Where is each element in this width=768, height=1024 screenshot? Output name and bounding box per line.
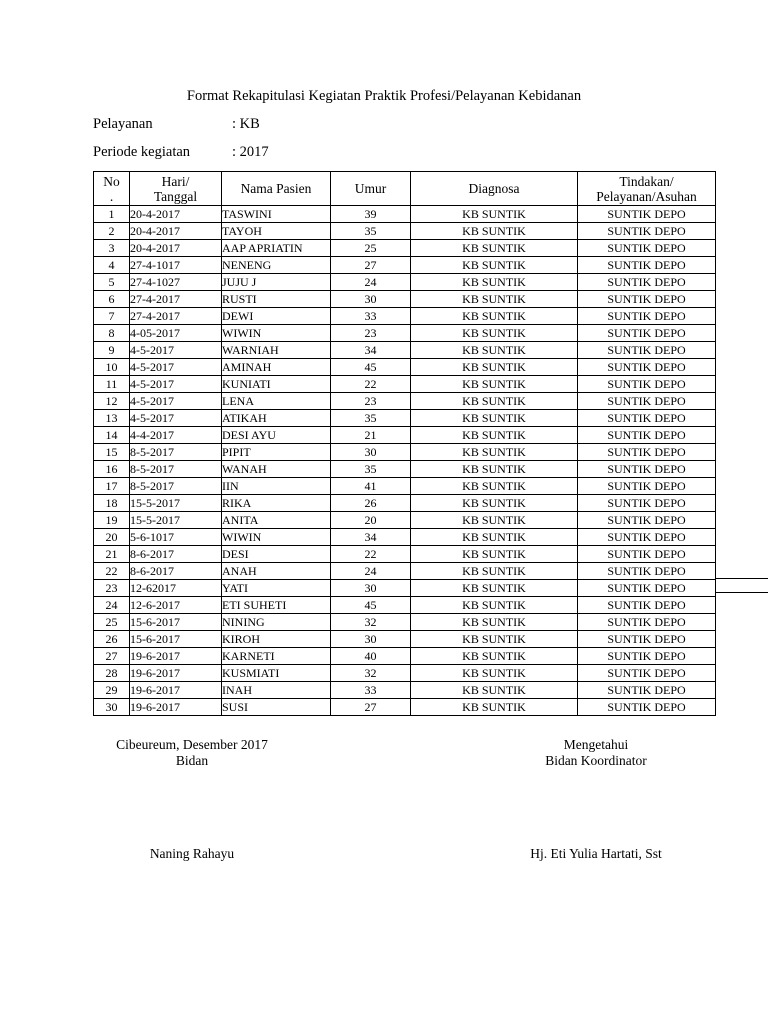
cell-tindakan: SUNTIK DEPO — [578, 665, 716, 682]
header-diagnosa: Diagnosa — [411, 172, 578, 206]
table-row — [94, 274, 716, 291]
cell-tindakan: SUNTIK DEPO — [578, 274, 716, 291]
cell-no: 23 — [94, 580, 130, 597]
cell-no: 9 — [94, 342, 130, 359]
cell-hari-tanggal: 4-5-2017 — [130, 393, 222, 410]
cell-no: 19 — [94, 512, 130, 529]
header-nama-pasien: Nama Pasien — [222, 172, 331, 206]
cell-umur: 22 — [331, 376, 411, 393]
signature-left-place-date: Cibeureum, Desember 2017 — [116, 737, 268, 752]
cell-nama-pasien: SUSI — [222, 699, 331, 716]
cell-nama-pasien: DESI — [222, 546, 331, 563]
table-row — [94, 257, 716, 274]
cell-tindakan: SUNTIK DEPO — [578, 376, 716, 393]
header-no: No . — [94, 172, 130, 206]
cell-nama-pasien: DEWI — [222, 308, 331, 325]
cell-hari-tanggal: 15-6-2017 — [130, 631, 222, 648]
cell-hari-tanggal: 4-05-2017 — [130, 325, 222, 342]
cell-tindakan: SUNTIK DEPO — [578, 614, 716, 631]
header-umur: Umur — [331, 172, 411, 206]
cell-no: 16 — [94, 461, 130, 478]
cell-nama-pasien: WIWIN — [222, 529, 331, 546]
cell-diagnosa: KB SUNTIK — [411, 512, 578, 529]
cell-nama-pasien: ATIKAH — [222, 410, 331, 427]
cell-hari-tanggal: 27-4-1027 — [130, 274, 222, 291]
cell-umur: 30 — [331, 444, 411, 461]
table-row — [94, 461, 716, 478]
cell-nama-pasien: KIROH — [222, 631, 331, 648]
cell-umur: 20 — [331, 512, 411, 529]
cell-tindakan: SUNTIK DEPO — [578, 461, 716, 478]
table-row — [94, 597, 716, 614]
cell-nama-pasien: NINING — [222, 614, 331, 631]
signature-right-role: Bidan Koordinator — [545, 753, 647, 768]
table-header-row — [94, 172, 716, 206]
cell-umur: 40 — [331, 648, 411, 665]
cell-umur: 35 — [331, 461, 411, 478]
cell-hari-tanggal: 27-4-1017 — [130, 257, 222, 274]
cell-umur: 32 — [331, 665, 411, 682]
cell-diagnosa: KB SUNTIK — [411, 495, 578, 512]
cell-no: 14 — [94, 427, 130, 444]
cell-tindakan: SUNTIK DEPO — [578, 478, 716, 495]
cell-hari-tanggal: 12-62017 — [130, 580, 222, 597]
table-row — [94, 512, 716, 529]
cell-umur: 39 — [331, 206, 411, 223]
cell-hari-tanggal: 8-5-2017 — [130, 478, 222, 495]
cell-hari-tanggal: 19-6-2017 — [130, 682, 222, 699]
table-row — [94, 546, 716, 563]
cell-diagnosa: KB SUNTIK — [411, 325, 578, 342]
table-row — [94, 342, 716, 359]
cell-tindakan: SUNTIK DEPO — [578, 648, 716, 665]
cell-umur: 35 — [331, 410, 411, 427]
header-tindakan: Tindakan/ Pelayanan/Asuhan — [578, 172, 716, 206]
cell-umur: 23 — [331, 393, 411, 410]
signature-left-role: Bidan — [175, 753, 209, 768]
cell-nama-pasien: IIN — [222, 478, 331, 495]
cell-tindakan: SUNTIK DEPO — [578, 444, 716, 461]
cell-nama-pasien: PIPIT — [222, 444, 331, 461]
cell-umur: 25 — [331, 240, 411, 257]
cell-no: 20 — [94, 529, 130, 546]
cell-diagnosa: KB SUNTIK — [411, 631, 578, 648]
cell-hari-tanggal: 20-4-2017 — [130, 206, 222, 223]
cell-nama-pasien: AAP APRIATIN — [222, 240, 331, 257]
cell-nama-pasien: NENENG — [222, 257, 331, 274]
cell-hari-tanggal: 15-6-2017 — [130, 614, 222, 631]
table-row — [94, 478, 716, 495]
cell-diagnosa: KB SUNTIK — [411, 376, 578, 393]
table-row — [94, 682, 716, 699]
table-row — [94, 291, 716, 308]
cell-nama-pasien: JUJU J — [222, 274, 331, 291]
cell-umur: 30 — [331, 291, 411, 308]
table-row — [94, 665, 716, 682]
cell-hari-tanggal: 8-5-2017 — [130, 444, 222, 461]
recap-table — [93, 171, 716, 716]
cell-hari-tanggal: 12-6-2017 — [130, 597, 222, 614]
cell-tindakan: SUNTIK DEPO — [578, 699, 716, 716]
cell-tindakan: SUNTIK DEPO — [578, 308, 716, 325]
cell-hari-tanggal: 27-4-2017 — [130, 291, 222, 308]
cell-no: 17 — [94, 478, 130, 495]
cell-tindakan: SUNTIK DEPO — [578, 631, 716, 648]
cell-nama-pasien: AMINAH — [222, 359, 331, 376]
cell-umur: 26 — [331, 495, 411, 512]
cell-diagnosa: KB SUNTIK — [411, 359, 578, 376]
cell-nama-pasien: ANITA — [222, 512, 331, 529]
cell-no: 25 — [94, 614, 130, 631]
cell-umur: 27 — [331, 699, 411, 716]
signature-right-name: Hj. Eti Yulia Hartati, Sst — [530, 846, 662, 861]
cell-diagnosa: KB SUNTIK — [411, 682, 578, 699]
cell-umur: 30 — [331, 580, 411, 597]
cell-nama-pasien: LENA — [222, 393, 331, 410]
cell-diagnosa: KB SUNTIK — [411, 308, 578, 325]
cell-hari-tanggal: 20-4-2017 — [130, 223, 222, 240]
cell-no: 3 — [94, 240, 130, 257]
cell-nama-pasien: DESI AYU — [222, 427, 331, 444]
cell-umur: 22 — [331, 546, 411, 563]
cell-diagnosa: KB SUNTIK — [411, 580, 578, 597]
cell-nama-pasien: RIKA — [222, 495, 331, 512]
cell-nama-pasien: WANAH — [222, 461, 331, 478]
cell-diagnosa: KB SUNTIK — [411, 393, 578, 410]
cell-tindakan: SUNTIK DEPO — [578, 597, 716, 614]
table-row — [94, 240, 716, 257]
table-stray-border — [715, 578, 768, 593]
cell-no: 21 — [94, 546, 130, 563]
cell-diagnosa: KB SUNTIK — [411, 546, 578, 563]
cell-nama-pasien: ANAH — [222, 563, 331, 580]
cell-no: 13 — [94, 410, 130, 427]
cell-diagnosa: KB SUNTIK — [411, 223, 578, 240]
cell-hari-tanggal: 4-5-2017 — [130, 376, 222, 393]
cell-umur: 33 — [331, 682, 411, 699]
cell-no: 1 — [94, 206, 130, 223]
table-row — [94, 563, 716, 580]
table-row — [94, 376, 716, 393]
cell-hari-tanggal: 8-6-2017 — [130, 563, 222, 580]
cell-umur: 35 — [331, 223, 411, 240]
cell-umur: 32 — [331, 614, 411, 631]
cell-tindakan: SUNTIK DEPO — [578, 359, 716, 376]
periode-label: Periode kegiatan — [93, 144, 191, 160]
cell-hari-tanggal: 4-4-2017 — [130, 427, 222, 444]
cell-tindakan: SUNTIK DEPO — [578, 410, 716, 427]
cell-umur: 34 — [331, 529, 411, 546]
cell-no: 10 — [94, 359, 130, 376]
pelayanan-label: Pelayanan — [93, 116, 153, 132]
cell-nama-pasien: WIWIN — [222, 325, 331, 342]
cell-diagnosa: KB SUNTIK — [411, 563, 578, 580]
cell-tindakan: SUNTIK DEPO — [578, 427, 716, 444]
cell-no: 28 — [94, 665, 130, 682]
cell-diagnosa: KB SUNTIK — [411, 427, 578, 444]
cell-no: 15 — [94, 444, 130, 461]
cell-hari-tanggal: 27-4-2017 — [130, 308, 222, 325]
cell-no: 5 — [94, 274, 130, 291]
cell-no: 30 — [94, 699, 130, 716]
table-row — [94, 580, 716, 597]
cell-no: 11 — [94, 376, 130, 393]
cell-diagnosa: KB SUNTIK — [411, 665, 578, 682]
cell-diagnosa: KB SUNTIK — [411, 342, 578, 359]
cell-hari-tanggal: 4-5-2017 — [130, 342, 222, 359]
cell-nama-pasien: KARNETI — [222, 648, 331, 665]
cell-tindakan: SUNTIK DEPO — [578, 223, 716, 240]
cell-tindakan: SUNTIK DEPO — [578, 342, 716, 359]
cell-hari-tanggal: 5-6-1017 — [130, 529, 222, 546]
cell-tindakan: SUNTIK DEPO — [578, 495, 716, 512]
table-row — [94, 206, 716, 223]
cell-nama-pasien: INAH — [222, 682, 331, 699]
cell-hari-tanggal: 8-6-2017 — [130, 546, 222, 563]
cell-umur: 30 — [331, 631, 411, 648]
cell-nama-pasien: KUNIATI — [222, 376, 331, 393]
cell-hari-tanggal: 15-5-2017 — [130, 495, 222, 512]
cell-tindakan: SUNTIK DEPO — [578, 529, 716, 546]
cell-nama-pasien: KUSMIATI — [222, 665, 331, 682]
pelayanan-value: : KB — [232, 116, 260, 132]
cell-tindakan: SUNTIK DEPO — [578, 682, 716, 699]
cell-diagnosa: KB SUNTIK — [411, 597, 578, 614]
cell-diagnosa: KB SUNTIK — [411, 444, 578, 461]
cell-no: 12 — [94, 393, 130, 410]
table-row — [94, 410, 716, 427]
cell-diagnosa: KB SUNTIK — [411, 614, 578, 631]
table-row — [94, 308, 716, 325]
cell-no: 26 — [94, 631, 130, 648]
signature-right-heading: Mengetahui — [563, 737, 629, 752]
cell-no: 2 — [94, 223, 130, 240]
cell-tindakan: SUNTIK DEPO — [578, 546, 716, 563]
cell-no: 29 — [94, 682, 130, 699]
cell-tindakan: SUNTIK DEPO — [578, 580, 716, 597]
cell-nama-pasien: YATI — [222, 580, 331, 597]
cell-diagnosa: KB SUNTIK — [411, 206, 578, 223]
document-title: Format Rekapitulasi Kegiatan Praktik Profesi/Pelayanan Kebidanan — [186, 88, 582, 104]
table-row — [94, 223, 716, 240]
cell-diagnosa: KB SUNTIK — [411, 699, 578, 716]
cell-umur: 34 — [331, 342, 411, 359]
cell-umur: 45 — [331, 597, 411, 614]
table-body — [94, 206, 716, 716]
cell-nama-pasien: ETI SUHETI — [222, 597, 331, 614]
table-row — [94, 444, 716, 461]
cell-tindakan: SUNTIK DEPO — [578, 393, 716, 410]
cell-hari-tanggal: 15-5-2017 — [130, 512, 222, 529]
cell-no: 6 — [94, 291, 130, 308]
signature-left-name: Naning Rahayu — [149, 846, 235, 861]
cell-no: 22 — [94, 563, 130, 580]
cell-diagnosa: KB SUNTIK — [411, 648, 578, 665]
cell-hari-tanggal: 19-6-2017 — [130, 648, 222, 665]
cell-hari-tanggal: 8-5-2017 — [130, 461, 222, 478]
cell-tindakan: SUNTIK DEPO — [578, 206, 716, 223]
cell-tindakan: SUNTIK DEPO — [578, 240, 716, 257]
cell-no: 24 — [94, 597, 130, 614]
cell-umur: 27 — [331, 257, 411, 274]
cell-tindakan: SUNTIK DEPO — [578, 291, 716, 308]
cell-hari-tanggal: 19-6-2017 — [130, 699, 222, 716]
cell-hari-tanggal: 19-6-2017 — [130, 665, 222, 682]
cell-diagnosa: KB SUNTIK — [411, 274, 578, 291]
cell-umur: 33 — [331, 308, 411, 325]
cell-tindakan: SUNTIK DEPO — [578, 563, 716, 580]
cell-nama-pasien: RUSTI — [222, 291, 331, 308]
table-row — [94, 648, 716, 665]
cell-no: 8 — [94, 325, 130, 342]
cell-tindakan: SUNTIK DEPO — [578, 257, 716, 274]
table-row — [94, 529, 716, 546]
cell-diagnosa: KB SUNTIK — [411, 478, 578, 495]
cell-no: 7 — [94, 308, 130, 325]
cell-no: 4 — [94, 257, 130, 274]
cell-hari-tanggal: 4-5-2017 — [130, 359, 222, 376]
cell-diagnosa: KB SUNTIK — [411, 410, 578, 427]
cell-hari-tanggal: 4-5-2017 — [130, 410, 222, 427]
cell-tindakan: SUNTIK DEPO — [578, 325, 716, 342]
periode-value: : 2017 — [232, 144, 269, 160]
table-row — [94, 614, 716, 631]
table-row — [94, 359, 716, 376]
cell-umur: 45 — [331, 359, 411, 376]
table-row — [94, 427, 716, 444]
cell-diagnosa: KB SUNTIK — [411, 291, 578, 308]
cell-tindakan: SUNTIK DEPO — [578, 512, 716, 529]
cell-diagnosa: KB SUNTIK — [411, 240, 578, 257]
table-row — [94, 325, 716, 342]
cell-umur: 24 — [331, 274, 411, 291]
cell-umur: 24 — [331, 563, 411, 580]
cell-nama-pasien: TAYOH — [222, 223, 331, 240]
header-hari-tanggal: Hari/ Tanggal — [130, 172, 222, 206]
cell-no: 27 — [94, 648, 130, 665]
cell-nama-pasien: TASWINI — [222, 206, 331, 223]
cell-umur: 23 — [331, 325, 411, 342]
cell-hari-tanggal: 20-4-2017 — [130, 240, 222, 257]
table-row — [94, 393, 716, 410]
table-row — [94, 495, 716, 512]
cell-nama-pasien: WARNIAH — [222, 342, 331, 359]
cell-umur: 41 — [331, 478, 411, 495]
table-row — [94, 631, 716, 648]
cell-diagnosa: KB SUNTIK — [411, 257, 578, 274]
cell-umur: 21 — [331, 427, 411, 444]
cell-diagnosa: KB SUNTIK — [411, 461, 578, 478]
cell-no: 18 — [94, 495, 130, 512]
cell-diagnosa: KB SUNTIK — [411, 529, 578, 546]
table-row — [94, 699, 716, 716]
